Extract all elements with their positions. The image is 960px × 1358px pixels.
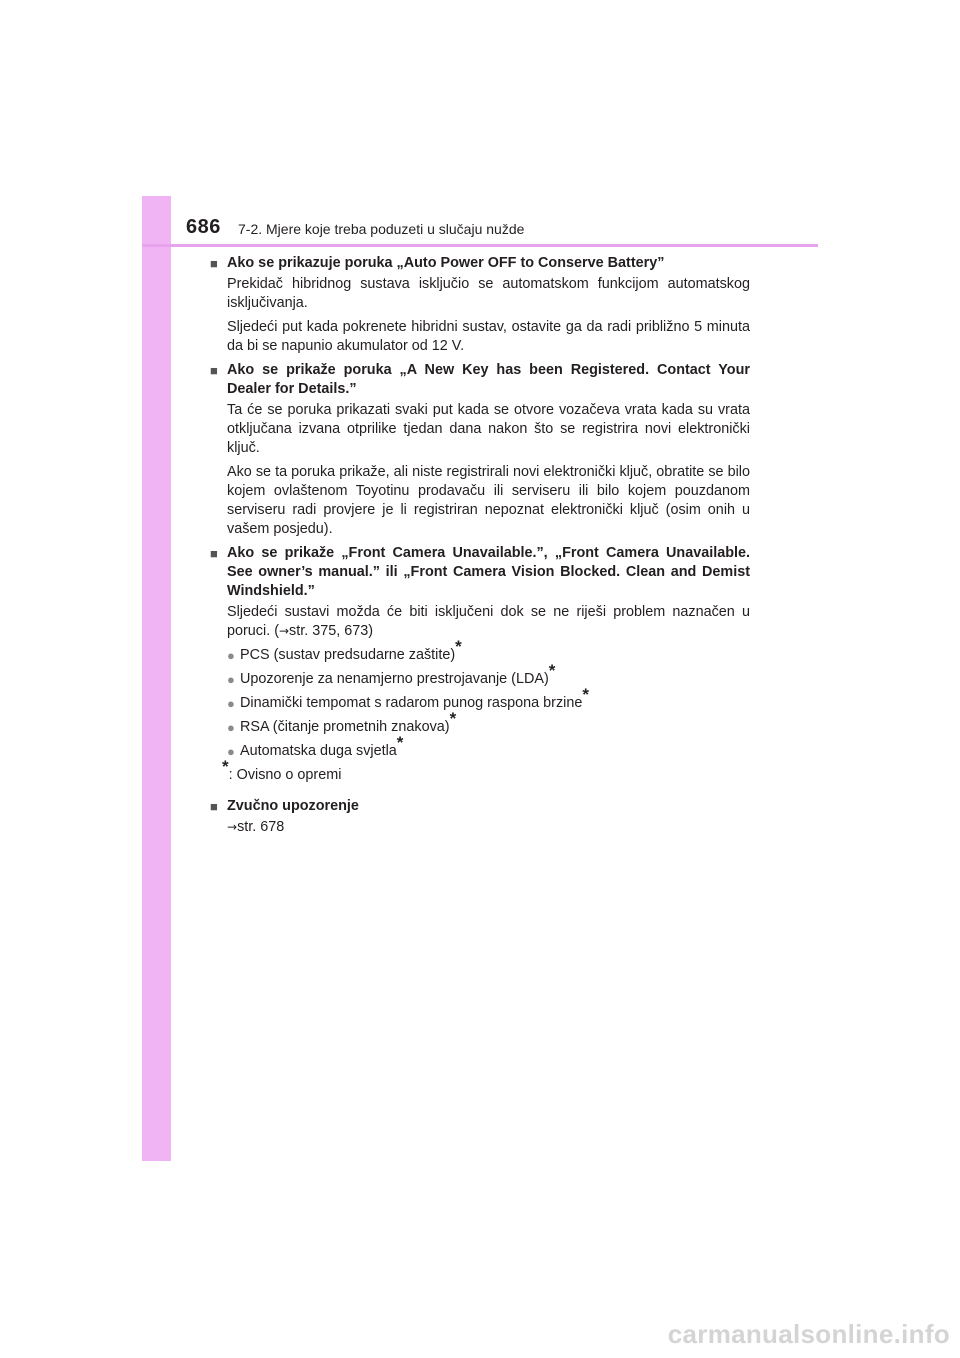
heading-text: Ako se prikaže poruka „A New Key has been Registered. Contact Your Dealer for Details.” <box>227 362 750 397</box>
paragraph: Ta će se poruka prikazati svaki put kada se otvore vozačeva vrata kada su vrata otključana izvana otprilike tjedan dana nakon što se registrira novi elektronički ključ. <box>227 402 750 456</box>
list-item <box>227 709 750 737</box>
paragraph: Sljedeći put kada pokrenete hibridni sustav, ostavite ga da radi približno 5 minuta da bi se napunio akumulator od 12 V. <box>227 319 750 354</box>
page-content <box>210 254 750 842</box>
arrow-icon: → <box>227 820 238 834</box>
list-item <box>227 637 750 665</box>
section-heading <box>210 544 750 601</box>
section-title: 7-2. Mjere koje treba poduzeti u slučaju nužde <box>238 221 525 237</box>
section-heading <box>210 254 750 273</box>
page-reference: str. 375, 673) <box>289 623 374 639</box>
paragraph <box>227 818 750 837</box>
list-item-text: Dinamički tempomat s radarom punog raspona brzine <box>240 695 583 711</box>
list-item-text: Automatska duga svjetla <box>240 743 397 759</box>
heading-text: Ako se prikaže „Front Camera Unavailable.”, „Front Camera Unavailable. See owner’s manual.” ili „Front Camera Vision Blocked. Clean and Demist Windshield.” <box>227 545 750 599</box>
square-bullet-icon: ■ <box>210 799 218 814</box>
list-item-text: RSA (čitanje prometnih znakova) <box>240 719 450 735</box>
asterisk-mark: * <box>548 661 556 681</box>
paragraph: Ako se ta poruka prikaže, ali niste registrirali novi elektronički ključ, obratite se bilo kojem ovlaštenom Toyotinu prodavaču ili serviseru ili bilo kojem pouzdanom serviseru radi provjere je li registriran nepoznat elektronički ključ (osim onih u vašem posjedu). <box>227 464 750 537</box>
page-number: 686 <box>186 216 221 238</box>
arrow-icon: → <box>278 624 290 638</box>
circle-bullet-icon: ● <box>227 744 235 759</box>
asterisk-mark: * <box>222 757 229 777</box>
watermark: carmanualsonline.info <box>667 1319 950 1349</box>
asterisk-mark: * <box>582 685 589 705</box>
header-divider <box>142 244 818 247</box>
intro-text: Sljedeći sustavi možda će biti isključeni dok se ne riješi problem naznačen u poruci. ( <box>227 604 750 639</box>
heading-text: Zvučno upozorenje <box>227 798 359 814</box>
circle-bullet-icon: ● <box>227 696 235 711</box>
footnote-text: : Ovisno o opremi <box>228 767 342 783</box>
square-bullet-icon: ■ <box>210 546 218 561</box>
square-bullet-icon: ■ <box>210 363 218 378</box>
circle-bullet-icon: ● <box>227 648 235 663</box>
section-heading <box>210 361 750 399</box>
circle-bullet-icon: ● <box>227 672 235 687</box>
asterisk-mark: * <box>449 709 457 729</box>
asterisk-mark: * <box>396 733 404 753</box>
list-item-text: PCS (sustav predsudarne zaštite) <box>240 647 456 663</box>
list-item <box>227 685 750 713</box>
list-item-text: Upozorenje za nenamjerno prestrojavanje (LDA) <box>240 671 549 687</box>
paragraph: Prekidač hibridnog sustava isključio se automatskom funkcijom automatskog isključivanja. <box>227 276 750 311</box>
asterisk-mark: * <box>455 637 462 657</box>
section-heading <box>210 797 750 816</box>
paragraph <box>227 603 750 641</box>
footnote <box>222 757 750 785</box>
page-reference: str. 678 <box>237 819 285 835</box>
heading-text: Ako se prikazuje poruka „Auto Power OFF to Conserve Battery” <box>227 255 665 271</box>
circle-bullet-icon: ● <box>227 720 235 735</box>
square-bullet-icon: ■ <box>210 256 218 271</box>
list-item <box>227 661 750 689</box>
list-item <box>227 733 750 761</box>
section-side-band <box>142 196 171 1161</box>
